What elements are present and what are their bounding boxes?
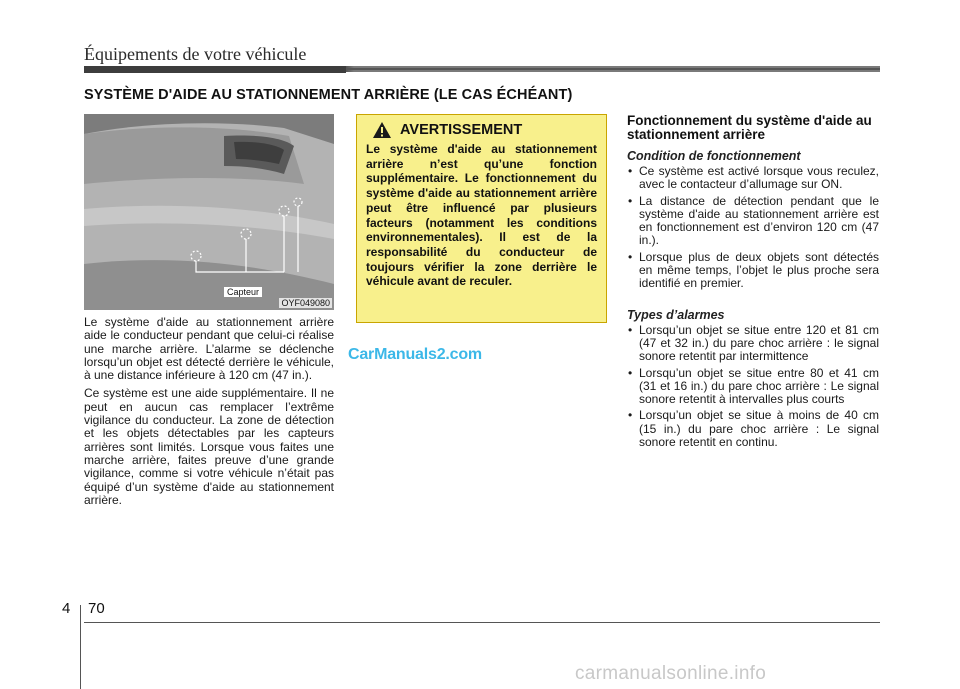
warning-title: AVERTISSEMENT xyxy=(400,122,523,138)
list-item: • Ce système est activé lorsque vous reculez, avec le contacteur d’allumage sur ON. xyxy=(627,165,879,192)
list-item: • Lorsqu’un objet se situe à moins de 40 cm (15 in.) du pare choc arrière : Le signal sonore retentit en continu. xyxy=(627,409,879,449)
footer-rule xyxy=(84,622,880,623)
rear-bumper-photo xyxy=(84,114,334,310)
page-number: 70 xyxy=(88,600,105,617)
list-item: • Lorsque plus de deux objets sont détectés en même temps, l’objet le plus proche sera identifié en premier. xyxy=(627,251,879,291)
list-item: • Lorsqu’un objet se situe entre 120 et 81 cm (47 et 32 in.) du pare choc arrière : le signal sonore retentit par intermittence xyxy=(627,324,879,364)
warning-text: Le système d'aide au stationnement arrière n’est qu’une fonction supplémentaire. Le fonctionnement du système d'aide au stationnement arrière peut être influencé par plusieurs facteurs (notamment les conditions environnementales). Il est de la responsabilité du conducteur de toujours vérifier la zone derrière le véhicule avant de reculer. xyxy=(366,142,597,289)
warning-triangle-icon xyxy=(372,121,392,139)
list-item: • La distance de détection pendant que le système d'aide au stationnement arrière est en fonctionnement est d’environ 120 cm (47 in.). xyxy=(627,195,879,248)
watermark-link[interactable]: CarManuals2.com xyxy=(348,346,482,363)
left-column-text xyxy=(84,316,334,512)
condition-list xyxy=(627,165,879,291)
section-title: SYSTÈME D'AIDE AU STATIONNEMENT ARRIÈRE (LE CAS ÉCHÉANT) xyxy=(84,87,573,103)
intro-paragraph: Le système d'aide au stationnement arrière aide le conducteur pendant que celui-ci réalise une marche arrière. L’alarme se déclenche lorsqu’un objet est détecté derrière le véhicule, à une distance inférieure à 120 cm (47 in.). xyxy=(84,315,334,383)
photo-code: OYF049080 xyxy=(281,298,330,308)
list-item: • Lorsqu’un objet se situe entre 80 et 41 cm (31 et 16 in.) du pare choc arrière : Le signal sonore retentit à intervalles plus courts xyxy=(627,367,879,407)
right-column xyxy=(627,114,879,452)
alarm-heading: Types d’alarmes xyxy=(627,307,725,322)
caution-paragraph: Ce système est une aide supplémentaire. Il ne peut en aucun cas remplacer l’extrême vigilance du conducteur. La zone de détection et les objets détectables par les capteurs arrières sont limités. Lorsque vous faites une marche arrière, faites preuve d’une grande vigilance, comme si votre véhicule n’était pas équipé d’un système d'aide au stationnement arrière. xyxy=(84,386,334,507)
page-chapter: 4 xyxy=(62,600,71,617)
header-tab-bar xyxy=(84,66,346,73)
operation-title: Fonctionnement du système d'aide au stationnement arrière xyxy=(627,113,872,142)
footer-divider xyxy=(80,605,81,689)
warning-header xyxy=(372,121,597,139)
warning-box xyxy=(356,114,607,323)
sensor-label: Capteur xyxy=(224,287,262,297)
condition-heading: Condition de fonctionnement xyxy=(627,149,801,163)
alarm-list xyxy=(627,324,879,450)
chapter-title: Équipements de votre véhicule xyxy=(84,44,307,64)
site-watermark: carmanualsonline.info xyxy=(575,663,767,684)
